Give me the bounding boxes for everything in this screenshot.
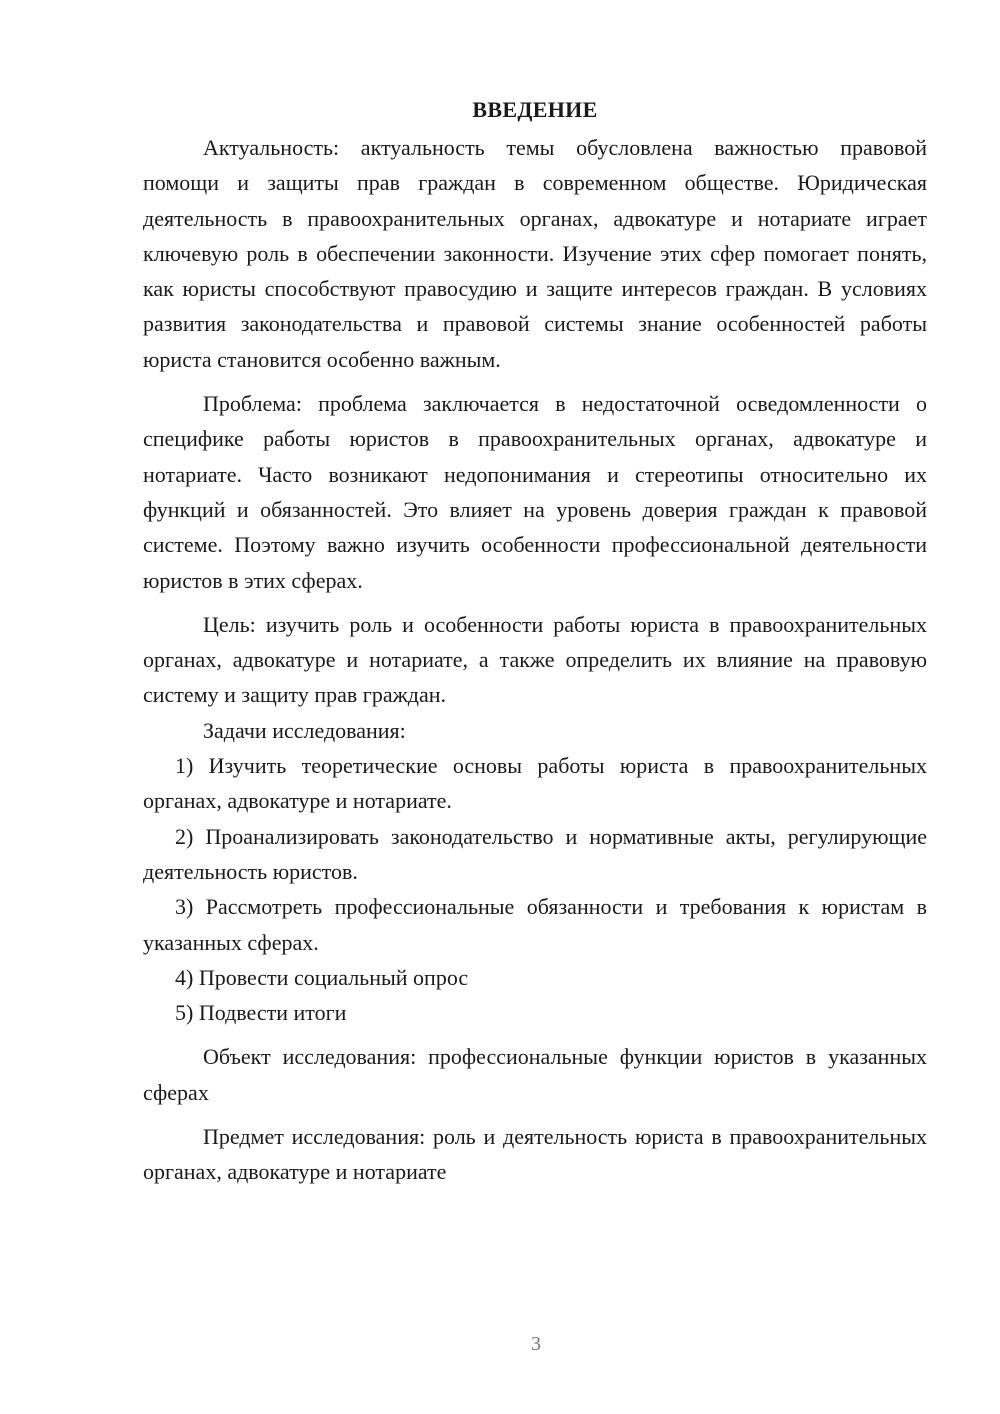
tasks-heading: Задачи исследования: (203, 717, 406, 743)
section-heading: ВВЕДЕНИЕ (472, 97, 598, 122)
paragraph-relevance: Актуальность: актуальность темы обусловлена важностью правовой помощи и защиты прав граждан в современном обществе. Юридическая деятельность в правоохранительных органах, адвокатуре и нотариате играет ключевую роль в обеспечении законности. Изучение этих сфер помогает понять, как юристы способствуют правосудию и защите интересов граждан. В условиях развития законодательства и правовой системы знание особенностей работы юриста становится особенно важным. (143, 135, 927, 372)
document-page (143, 92, 927, 1190)
task-item-2: 2) Проанализировать законодательство и нормативные акты, регулирующие деятельность юристов. (143, 823, 927, 884)
task-item-5: 5) Подвести итоги (175, 1000, 347, 1026)
paragraph-subject: Предмет исследования: роль и деятельность юриста в правоохранительных органах, адвокатуре и нотариате (143, 1124, 927, 1185)
task-item-4: 4) Провести социальный опрос (175, 964, 469, 990)
page-number: 3 (531, 1333, 541, 1355)
task-item-3: 3) Рассмотреть профессиональные обязанности и требования к юристам в указанных сферах. (143, 894, 927, 955)
task-item-1: 1) Изучить теоретические основы работы юриста в правоохранительных органах, адвокатуре и нотариате. (143, 753, 927, 814)
paragraph-object: Объект исследования: профессиональные функции юристов в указанных сферах (143, 1044, 927, 1105)
paragraph-goal: Цель: изучить роль и особенности работы юриста в правоохранительных органах, адвокатуре и нотариате, а также определить их влияние на правовую систему и защиту прав граждан. (143, 611, 927, 708)
paragraph-problem: Проблема: проблема заключается в недостаточной осведомленности о специфике работы юристов в правоохранительных органах, адвокатуре и нотариате. Часто возникают недопонимания и стереотипы относительно их функций и обязанностей. Это влияет на уровень доверия граждан к правовой системе. Поэтому важно изучить особенности профессиональной деятельности юристов в этих сферах. (143, 391, 927, 593)
